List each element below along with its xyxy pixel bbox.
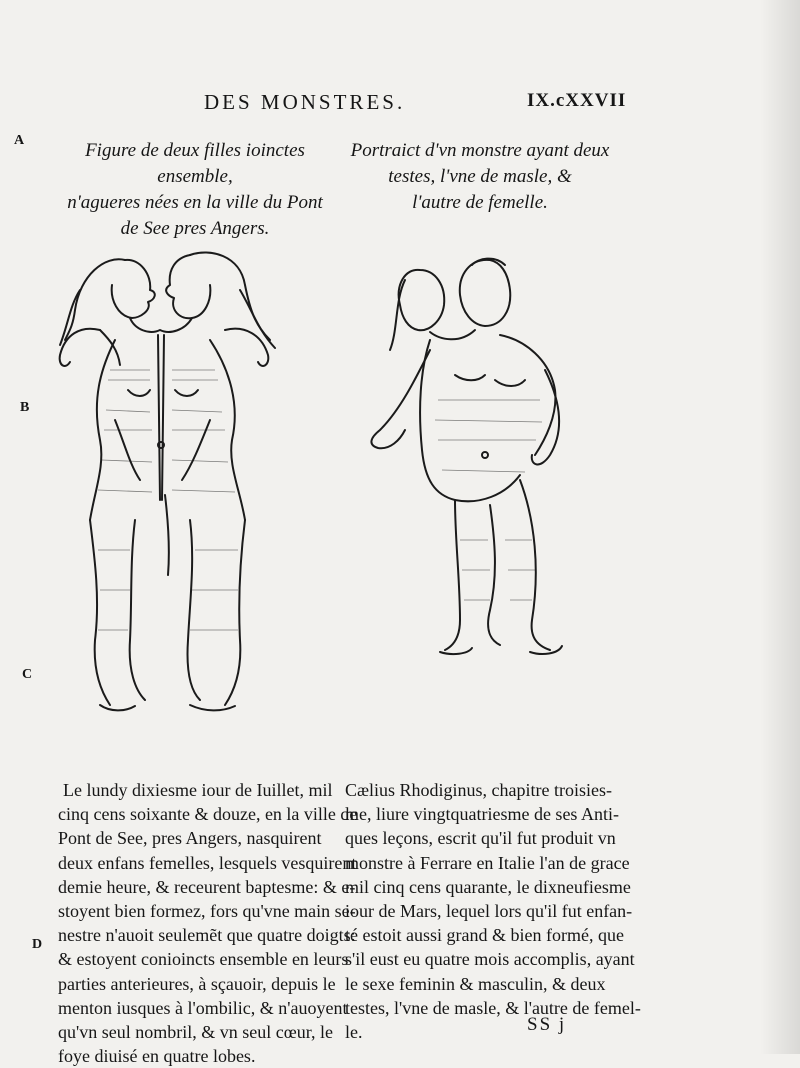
folio-number: IX.cXXVII [527, 90, 627, 111]
text-line: le. [345, 1022, 363, 1043]
text-line: Le lundy dixiesme iour de Iuillet, mil [63, 780, 333, 800]
text-line: monstre à Ferrare en Italie l'an de grace [345, 852, 630, 873]
text-line: le sexe feminin & masculin, & deux [345, 973, 606, 994]
text-line: ques leçons, escrit qu'il fut produit vn [345, 828, 616, 849]
text-line: iour de Mars, lequel lors qu'il fut enfan- [345, 901, 633, 922]
text-line: foye diuisé en quatre lobes. [58, 1046, 256, 1067]
caption-line: l'autre de femelle. [412, 192, 548, 213]
text-line: stoyent bien formez, fors qu'vne main se- [58, 901, 356, 922]
woodcut-conjoined-girls [40, 230, 300, 730]
caption-line: n'agueres nées en la ville du Pont [67, 192, 323, 213]
margin-letter-c: C [22, 667, 33, 682]
margin-letter-b: B [20, 400, 30, 415]
caption-line: de See pres Angers. [120, 218, 270, 239]
caption-two-headed-monster [350, 138, 610, 216]
text-line: & estoyent conioincts ensemble en leurs [58, 949, 349, 970]
text-line: cinq cens soixante & douze, en la ville de [58, 804, 358, 825]
body-text-left [58, 778, 358, 1068]
caption-line: Portraict d'vn monstre ayant deux [350, 140, 610, 161]
caption-conjoined-girls [50, 138, 340, 242]
caption-line: testes, l'vne de masle, & [388, 166, 572, 187]
margin-letter-a: A [14, 133, 25, 148]
text-line: mil cinq cens quarante, le dixneufiesme [345, 876, 631, 897]
signature-mark: SS j [527, 1014, 567, 1035]
text-line: deux enfans femelles, lesquels vesquirent [58, 852, 357, 873]
page-edge-shadow [760, 0, 800, 1054]
text-line: Pont de See, pres Angers, nasquirent [58, 828, 322, 849]
text-line: me, liure vingtquatriesme de ses Anti- [345, 804, 619, 825]
running-title: DES MONSTRES. [204, 90, 406, 114]
margin-letter-d: D [32, 937, 43, 952]
woodcut-two-headed-child [360, 240, 590, 670]
text-line: Cælius Rhodiginus, chapitre troisies- [345, 780, 612, 800]
caption-line: Figure de deux filles ioinctes ensemble, [85, 140, 305, 187]
text-line: s'il eust eu quatre mois accomplis, ayant [345, 949, 635, 970]
text-line: qu'vn seul nombril, & vn seul cœur, le [58, 1022, 333, 1043]
text-line: menton iusques à l'ombilic, & n'auoyent [58, 997, 348, 1018]
text-line: demie heure, & receurent baptesme: & e- [58, 876, 356, 897]
text-line: té estoit aussi grand & bien formé, que [345, 925, 624, 946]
text-line: testes, l'vne de masle, & l'autre de femel- [345, 997, 641, 1018]
text-line: parties anterieures, à sçauoir, depuis le [58, 973, 336, 994]
body-text-right [345, 778, 641, 1044]
text-line: nestre n'auoit seulemẽt que quatre doigts: [58, 925, 356, 946]
